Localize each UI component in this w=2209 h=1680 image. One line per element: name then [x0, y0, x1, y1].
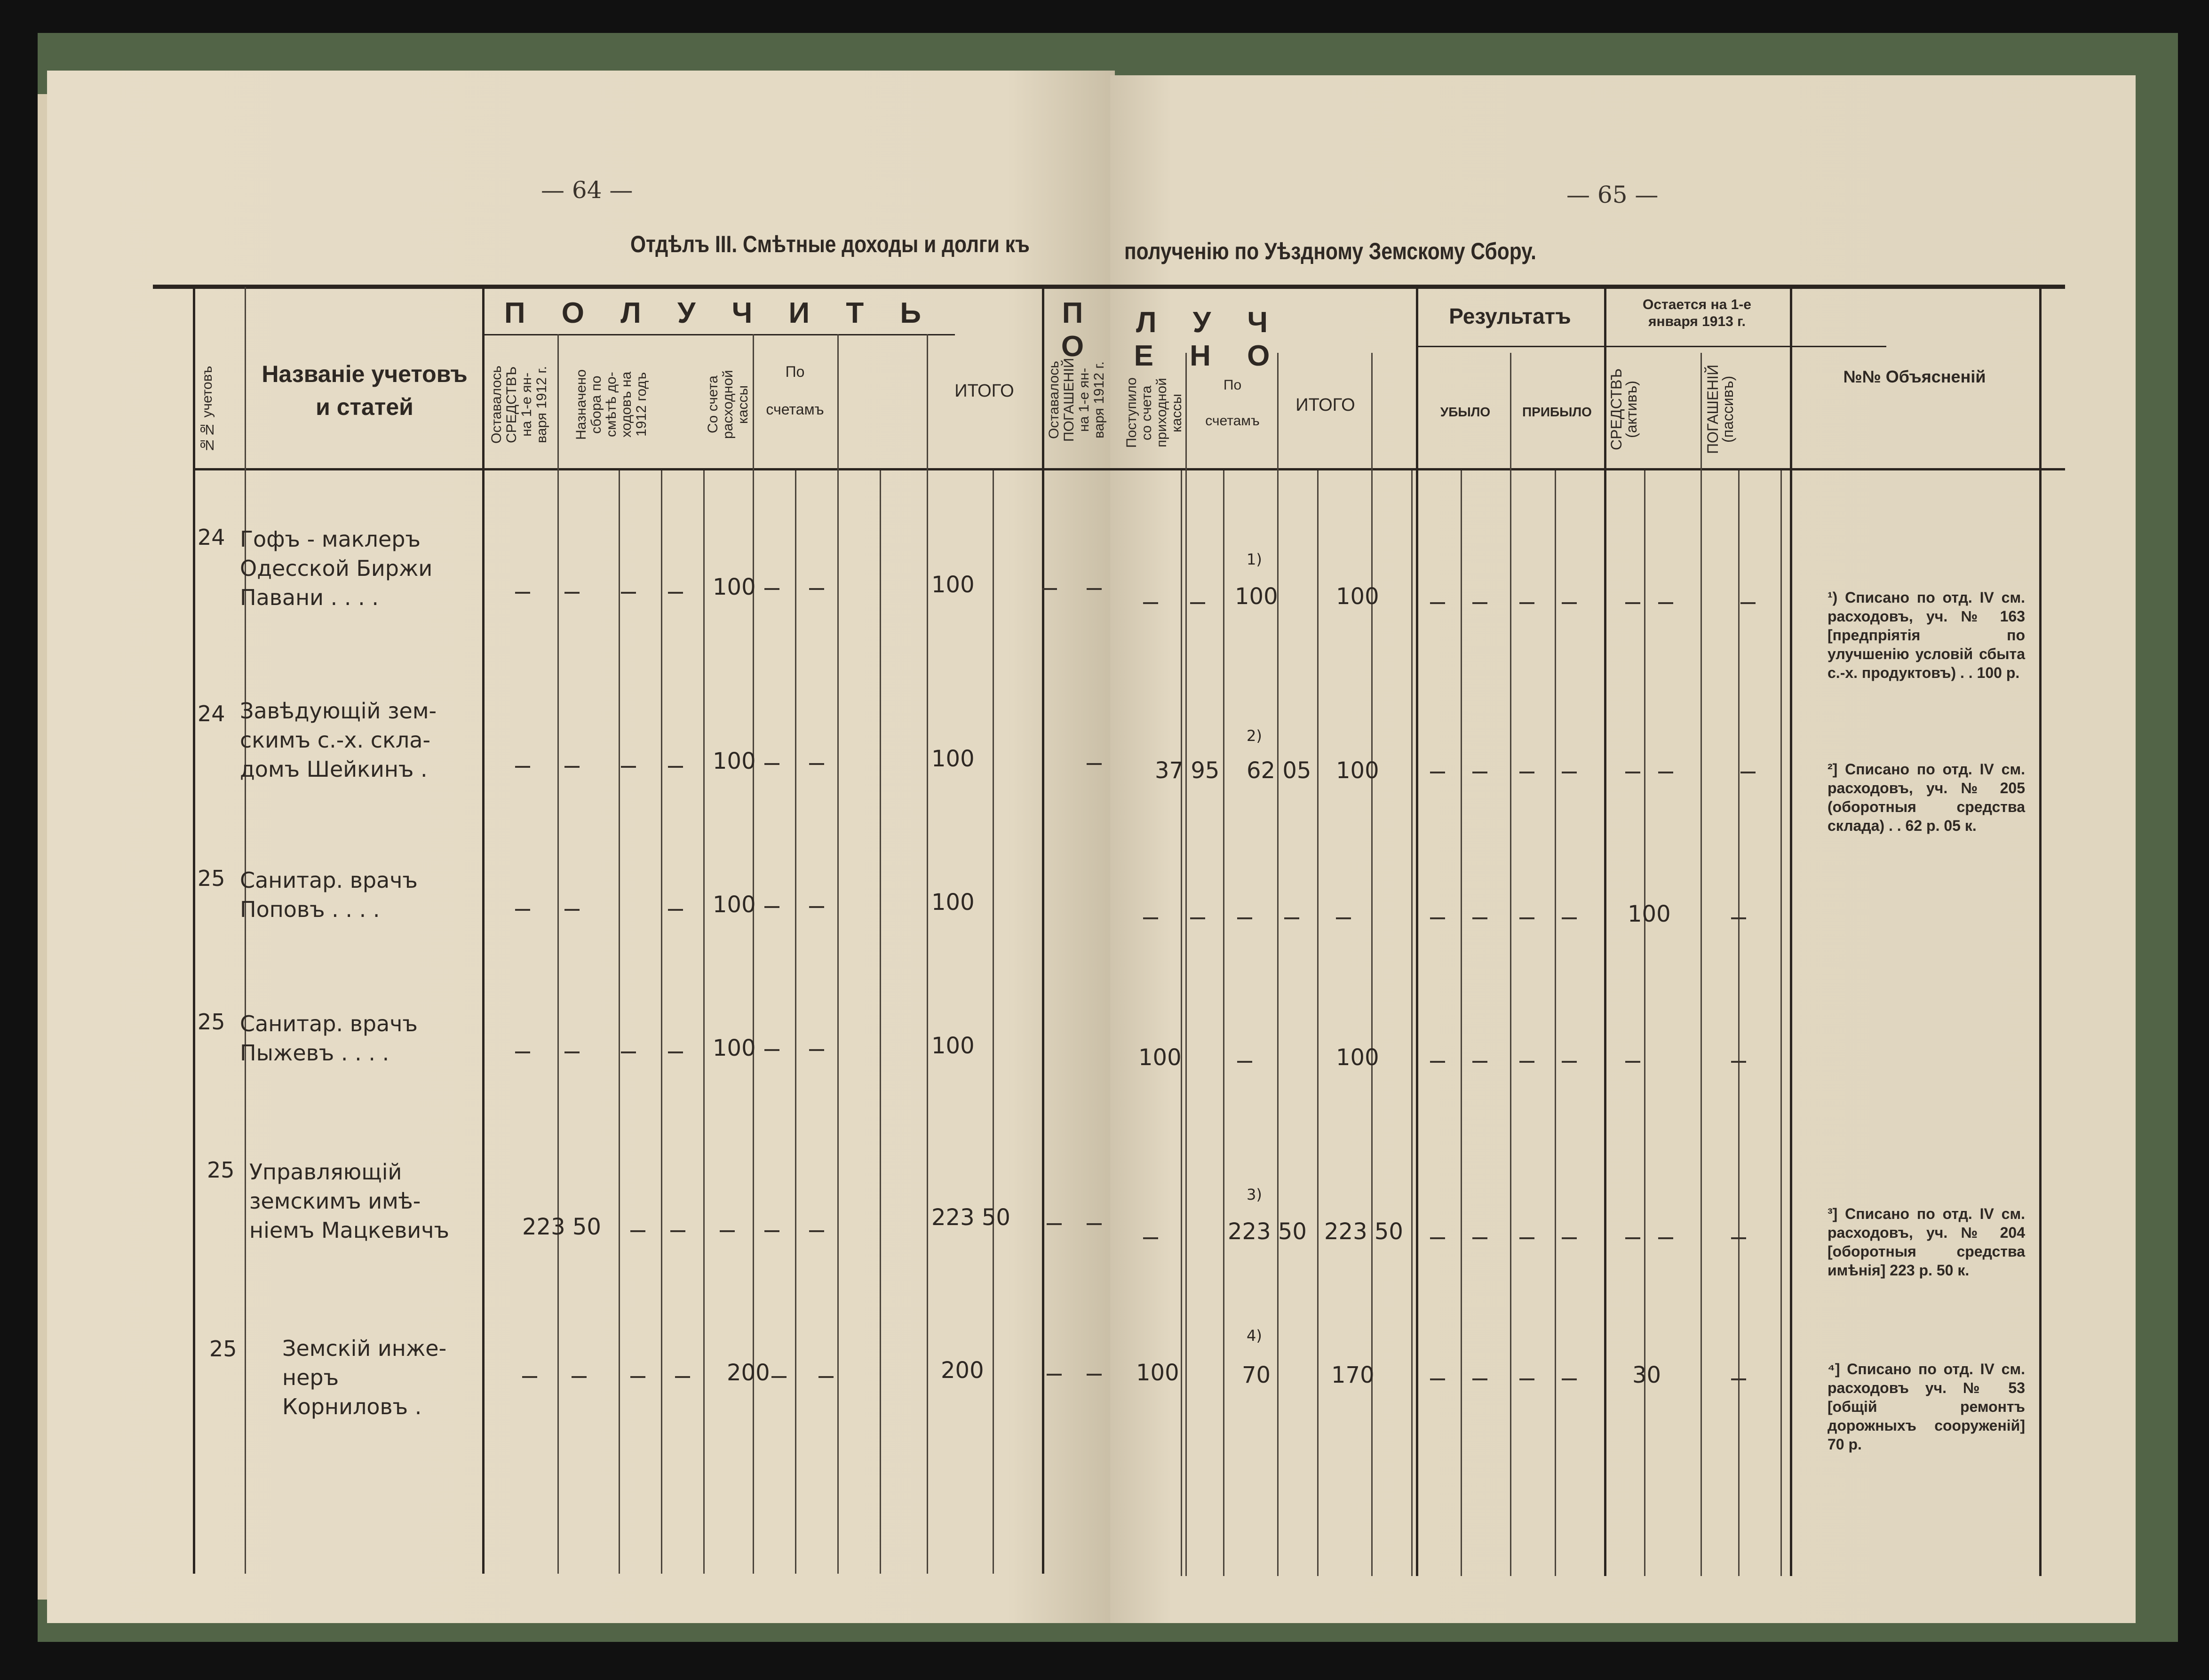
footnote-ref: 4): [1247, 1327, 1262, 1345]
col-rule: [1277, 353, 1279, 1576]
header-pribylo: ПРИБЫЛО: [1522, 405, 1592, 419]
dash: [1625, 602, 1640, 604]
dash: [1519, 917, 1534, 919]
col-rule: [1738, 470, 1740, 1576]
dash: [564, 1051, 580, 1053]
dash: [1430, 1237, 1445, 1239]
dash: [1472, 1378, 1487, 1380]
col-rule: [1185, 353, 1187, 1576]
dash: [1731, 1061, 1746, 1063]
row-name: Управляющій земскимъ имѣ- ніемъ Мацкевичъ: [249, 1159, 449, 1243]
header-po: П О: [1061, 297, 1098, 363]
cell-so-scheta: 100: [713, 892, 756, 918]
cell-itogo-r: 223 50: [1324, 1218, 1403, 1245]
page-number-left: — 64 —: [541, 176, 633, 204]
col-rule: [1371, 353, 1373, 1576]
header-poluchit: П О Л У Ч И Т Ь: [504, 297, 935, 329]
row-num: 25: [207, 1157, 235, 1183]
cell-po-schetam: 70: [1242, 1362, 1271, 1388]
dash: [630, 1376, 645, 1378]
dash: [1087, 588, 1102, 590]
col-rule: [1181, 470, 1182, 1576]
dash: [1430, 1061, 1445, 1063]
dash: [1430, 917, 1445, 919]
col-rule: [661, 470, 662, 1574]
header-naznacheno: Назначено сбора по смѣтѣ до- ходовъ на 1912 годъ: [573, 369, 649, 440]
dash: [809, 588, 824, 590]
dash: [1087, 763, 1102, 765]
dash: [809, 763, 824, 765]
dash: [1472, 1061, 1487, 1063]
cell-po-schetam: 62 05: [1247, 757, 1311, 784]
footnote-ref: 2): [1247, 727, 1262, 745]
row-name: Санитар. врачъ Поповъ . . . .: [240, 868, 418, 922]
table-top-rule: [153, 285, 1115, 289]
header-obyasneniy: №№ Объясненій: [1843, 367, 1986, 386]
dash: [1562, 917, 1577, 919]
row-num: 24: [198, 701, 225, 726]
cell-itogo: 100: [931, 746, 975, 772]
footnote-ref: 1): [1247, 550, 1262, 568]
header-bottom-rule: [193, 468, 1115, 470]
dash: [668, 909, 683, 911]
col-rule: [1510, 353, 1511, 1576]
col-rule: [245, 287, 246, 1574]
footnote-1: ¹) Списано по отд. IV см. расходовъ, уч. № 163 [предпріятія по улучшенію условій сбыта с.-х. продуктовъ) . . 100 р.: [1828, 589, 2025, 681]
row-name: Завѣдующій зем- скимъ с.-х. скла- домъ Шейкинъ .: [240, 698, 437, 782]
dash: [1562, 602, 1577, 604]
dash: [572, 1376, 587, 1378]
dash: [668, 766, 683, 768]
dash: [1284, 917, 1299, 919]
col-rule: [1416, 287, 1418, 1576]
col-rule: [795, 470, 796, 1574]
cell-so-scheta: 100: [713, 748, 756, 774]
dash: [1562, 1237, 1577, 1239]
cell-postupilo: 100: [1138, 1044, 1182, 1071]
dash: [1472, 1237, 1487, 1239]
dash: [809, 906, 824, 908]
cell-so-scheta: 100: [713, 574, 756, 600]
header-ostavalos-pogasheniy: Оставалось ПОГАШЕНІЙ на 1-е ян- варя 1912 г.: [1046, 358, 1107, 442]
dash: [1658, 602, 1673, 604]
col-rule: [1700, 353, 1702, 1576]
header-pogasheniy-passiv: ПОГАШЕНІЙ (пассивъ): [1704, 364, 1736, 454]
dash: [1430, 1378, 1445, 1380]
col-rule: [1461, 470, 1462, 1576]
dash: [764, 588, 779, 590]
dash: [1336, 917, 1351, 919]
header-po-schetam: По счетамъ: [766, 363, 824, 418]
section-title-right: полученію по Уѣздному Земскому Сбору.: [1124, 238, 1536, 264]
header-ostaetsya: Остается на 1-е января 1913 г.: [1642, 297, 1751, 329]
dash: [621, 592, 636, 594]
footnote-3: ³] Списано по отд. IV см. расходовъ, уч. № 204 [оборотныя средства имѣнія] 223 р. 50 к.: [1828, 1205, 2025, 1279]
dash: [764, 906, 779, 908]
col-rule: [1604, 287, 1606, 1576]
dash: [1658, 1237, 1673, 1239]
cell-itogo-r: 100: [1336, 583, 1379, 610]
dash: [515, 766, 530, 768]
dash: [1519, 772, 1534, 773]
dash: [1625, 772, 1640, 773]
dash: [515, 592, 530, 594]
col-rule: [927, 334, 928, 1574]
col-rule: [1042, 287, 1044, 1574]
cell-itogo: 100: [931, 889, 975, 916]
dash: [1625, 1237, 1640, 1239]
col-rule: [482, 287, 485, 1574]
table-top-rule: [1110, 285, 2065, 289]
header-sredstv-aktiv: СРЕДСТВЪ (активъ): [1608, 368, 1640, 450]
dash: [1519, 1237, 1534, 1239]
header-rezultat: Результатъ: [1449, 304, 1571, 328]
footnote-2: ²] Списано по отд. IV см. расходовъ, уч. № 205 (оборотныя средства склада) . . 62 р. 05 к.: [1828, 761, 2025, 834]
dash: [564, 592, 580, 594]
left-page: [47, 71, 1115, 1623]
cell-so-scheta: 200: [727, 1360, 770, 1386]
dash: [1562, 772, 1577, 773]
col-rule: [880, 470, 881, 1574]
dash: [1143, 602, 1158, 604]
dash: [668, 1051, 683, 1053]
dash: [1562, 1061, 1577, 1063]
dash: [1430, 772, 1445, 773]
dash: [1087, 1223, 1102, 1225]
dash: [1519, 1378, 1534, 1380]
dash: [621, 1051, 636, 1053]
cell-itogo-r: 100: [1336, 757, 1379, 784]
col-rule: [703, 470, 705, 1574]
cell-sredstv: 100: [1628, 901, 1671, 927]
row-num: 25: [198, 866, 225, 891]
header-so-scheta: Со счета расходной кассы: [705, 370, 751, 439]
dash: [675, 1376, 690, 1378]
dash: [1731, 917, 1746, 919]
cell-itogo: 200: [941, 1357, 984, 1384]
dash: [1047, 1223, 1062, 1225]
row-name: Санитар. врачъ Пыжевъ . . . .: [240, 1011, 418, 1066]
col-rule: [837, 334, 839, 1574]
dash: [621, 766, 636, 768]
right-page: [1110, 75, 2136, 1623]
dash: [764, 1230, 779, 1232]
header-ostavalos-sredstv: Оставалось СРЕДСТВЪ на 1-е ян- варя 1912 г.: [489, 366, 549, 444]
page-number-right: — 65 —: [1566, 181, 1659, 208]
dash: [515, 909, 530, 911]
col-rule: [619, 470, 620, 1574]
col-rule: [993, 470, 994, 1574]
dash: [1562, 1378, 1577, 1380]
dash: [809, 1230, 824, 1232]
header-postupilo: Поступило со счета приходной кассы: [1124, 377, 1184, 448]
dash: [1625, 1061, 1640, 1063]
header-num: №№ учетовъ: [199, 366, 215, 453]
cell-so-scheta: 100: [713, 1035, 756, 1061]
cell-postupilo: 37 95: [1155, 757, 1220, 784]
cell-itogo: 100: [931, 1033, 975, 1059]
col-rule: [1790, 287, 1792, 1576]
dash: [1519, 1061, 1534, 1063]
row-name: Земскій инже- неръ Корниловъ .: [282, 1336, 447, 1419]
cell-postupilo: 100: [1136, 1360, 1179, 1386]
dash: [720, 1230, 735, 1232]
col-rule: [2039, 287, 2042, 1576]
dash: [1658, 772, 1673, 773]
dash: [764, 1049, 779, 1051]
row-num: 24: [198, 525, 225, 550]
cell-itogo: 223 50: [931, 1204, 1010, 1231]
group-rule: [1416, 346, 1886, 347]
col-rule: [753, 334, 754, 1574]
header-itogo-r: ИТОГО: [1295, 395, 1355, 415]
dash: [522, 1376, 537, 1378]
dash: [1472, 917, 1487, 919]
dash: [1740, 602, 1756, 604]
dash: [1472, 602, 1487, 604]
dash: [668, 592, 683, 594]
cell-po-schetam: 100: [1235, 583, 1278, 610]
dash: [564, 766, 580, 768]
footnote-4: ⁴] Списано по отд. IV см. расходовъ уч. № 53 [общій ремонтъ дорожныхъ сооруженій] 70 р.: [1828, 1361, 2025, 1453]
cell-itogo-r: 100: [1336, 1044, 1379, 1071]
cell-ostavalos: 223 50: [522, 1214, 601, 1240]
row-num: 25: [198, 1009, 225, 1035]
dash: [809, 1049, 824, 1051]
dash: [1237, 1061, 1252, 1063]
col-rule: [1644, 470, 1645, 1576]
header-bottom-rule: [1110, 468, 2065, 470]
cell-itogo-r: 170: [1331, 1362, 1375, 1388]
header-lucheno: Л У Ч Е Н О: [1134, 306, 1284, 372]
section-title-left: Отдѣлъ III. Смѣтные доходы и долги къ: [630, 231, 1030, 257]
dash: [1731, 1378, 1746, 1380]
group-rule: [485, 334, 955, 335]
cell-itogo: 100: [931, 572, 975, 598]
col-rule: [1780, 470, 1782, 1576]
cell-sredstv: 30: [1632, 1362, 1661, 1388]
page-edges: [38, 94, 48, 1600]
dash: [1042, 588, 1057, 590]
header-ubylo: УБЫЛО: [1440, 405, 1491, 419]
col-rule: [1317, 470, 1319, 1576]
dash: [670, 1230, 685, 1232]
dash: [564, 909, 580, 911]
dash: [1472, 772, 1487, 773]
cell-po-schetam: 223 50: [1228, 1218, 1307, 1245]
dash: [1731, 1237, 1746, 1239]
col-rule: [557, 334, 559, 1574]
header-name: Названіе учетовъ и статей: [262, 361, 468, 420]
row-name: Гофъ - маклеръ Одесской Биржи Павани . . . .: [240, 526, 433, 610]
dash: [1190, 917, 1205, 919]
dash: [1430, 602, 1445, 604]
dash: [1237, 917, 1252, 919]
footnote-ref: 3): [1247, 1186, 1262, 1203]
dash: [515, 1051, 530, 1053]
col-rule: [1555, 470, 1556, 1576]
dash: [1143, 1237, 1158, 1239]
dash: [1740, 772, 1756, 773]
row-num: 25: [209, 1336, 237, 1362]
dash: [1047, 1374, 1062, 1376]
col-rule: [1411, 470, 1413, 1576]
dash: [818, 1376, 834, 1378]
dash: [1190, 602, 1205, 604]
dash: [771, 1376, 787, 1378]
dash: [1087, 1374, 1102, 1376]
dash: [630, 1230, 645, 1232]
header-itogo: ИТОГО: [954, 381, 1014, 401]
col-rule: [193, 287, 195, 1574]
dash: [1519, 602, 1534, 604]
col-rule: [1223, 470, 1224, 1576]
dash: [1143, 917, 1158, 919]
header-po-schetam-r: По счетамъ: [1205, 377, 1260, 429]
dash: [764, 763, 779, 765]
